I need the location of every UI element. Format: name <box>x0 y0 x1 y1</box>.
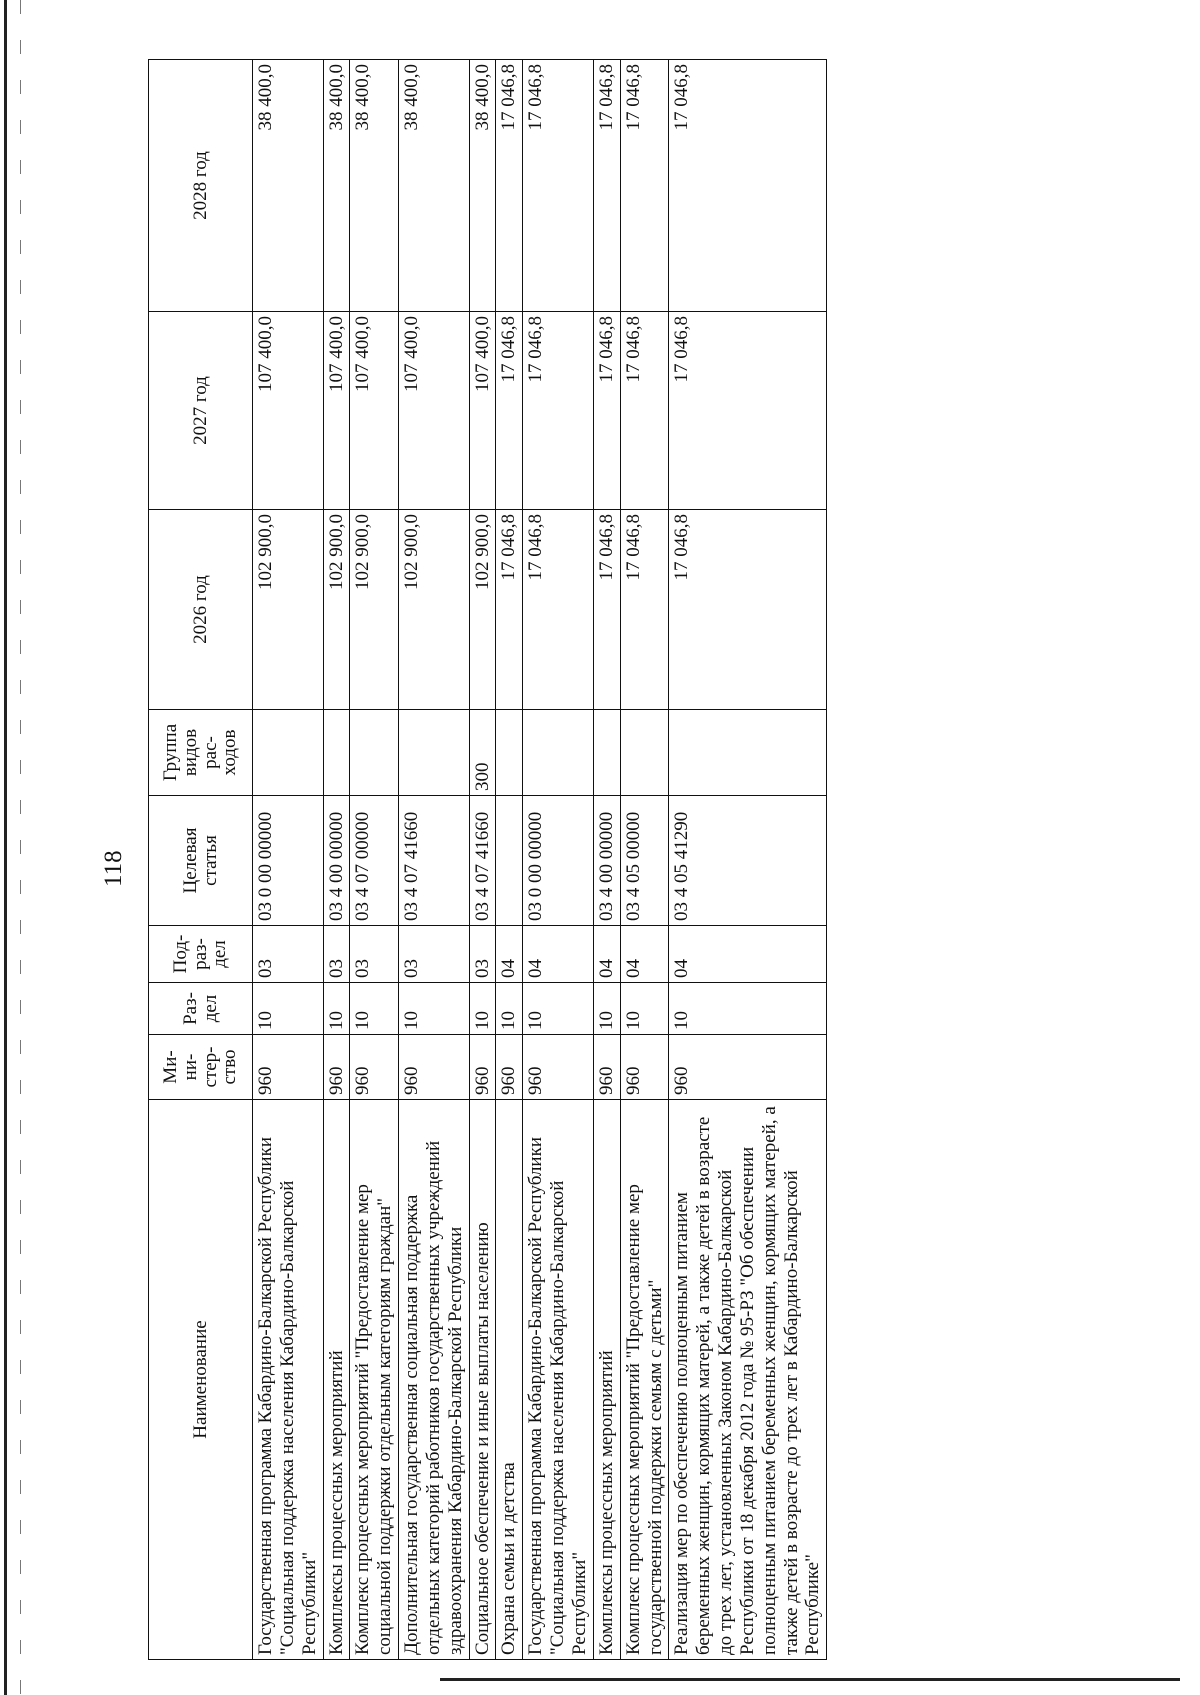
cell-group <box>620 710 669 796</box>
table-row <box>523 60 594 1660</box>
cell-y2027: 107 400,0 <box>253 312 324 510</box>
table-header <box>149 60 253 1660</box>
cell-subsection: 03 <box>323 926 350 983</box>
table-row <box>669 60 827 1660</box>
budget-table <box>148 59 827 1660</box>
cell-y2027: 17 046,8 <box>620 312 669 510</box>
cell-section: 10 <box>399 983 470 1035</box>
cell-y2026: 102 900,0 <box>469 510 496 710</box>
cell-group: 300 <box>469 710 496 796</box>
cell-name: Государственная программа Кабардино-Балкарской Республики "Социальная поддержка населения Кабардино-Балкарской Республики" <box>253 1100 324 1660</box>
cell-y2027: 17 046,8 <box>593 312 620 510</box>
cell-y2028: 17 046,8 <box>620 60 669 312</box>
cell-y2028: 17 046,8 <box>593 60 620 312</box>
cell-ministry: 960 <box>399 1035 470 1100</box>
cell-subsection: 03 <box>350 926 399 983</box>
cell-subsection: 03 <box>469 926 496 983</box>
cell-target: 03 4 05 41290 <box>669 796 827 926</box>
table-row <box>593 60 620 1660</box>
cell-group <box>350 710 399 796</box>
cell-section: 10 <box>323 983 350 1035</box>
cell-target: 03 0 00 00000 <box>253 796 324 926</box>
cell-section: 10 <box>350 983 399 1035</box>
cell-ministry: 960 <box>669 1035 827 1100</box>
cell-y2028: 38 400,0 <box>350 60 399 312</box>
cell-section: 10 <box>669 983 827 1035</box>
cell-ministry: 960 <box>350 1035 399 1100</box>
table-row <box>253 60 324 1660</box>
cell-y2026: 102 900,0 <box>350 510 399 710</box>
table-row <box>323 60 350 1660</box>
table-row <box>350 60 399 1660</box>
table-row <box>399 60 470 1660</box>
header-2026: 2026 год <box>149 510 253 710</box>
header-2027: 2027 год <box>149 312 253 510</box>
cell-y2028: 38 400,0 <box>399 60 470 312</box>
cell-group <box>253 710 324 796</box>
cell-section: 10 <box>469 983 496 1035</box>
cell-y2028: 17 046,8 <box>669 60 827 312</box>
cell-y2028: 17 046,8 <box>523 60 594 312</box>
cell-y2026: 102 900,0 <box>253 510 324 710</box>
table-row <box>496 60 523 1660</box>
cell-subsection: 04 <box>496 926 523 983</box>
cell-y2028: 17 046,8 <box>496 60 523 312</box>
cell-y2028: 38 400,0 <box>323 60 350 312</box>
cell-ministry: 960 <box>620 1035 669 1100</box>
cell-subsection: 03 <box>253 926 324 983</box>
cell-name: Комплекс процессных мероприятий "Предоставление мер государственной поддержки семьям с детьми" <box>620 1100 669 1660</box>
cell-y2027: 17 046,8 <box>669 312 827 510</box>
cell-section: 10 <box>496 983 523 1035</box>
table-row <box>469 60 496 1660</box>
cell-y2028: 38 400,0 <box>469 60 496 312</box>
header-section: Раз-дел <box>149 983 253 1035</box>
cell-name: Комплексы процессных мероприятий <box>323 1100 350 1660</box>
cell-group <box>323 710 350 796</box>
header-expense-group: Группа видов рас-ходов <box>149 710 253 796</box>
cell-y2027: 17 046,8 <box>496 312 523 510</box>
cell-y2027: 17 046,8 <box>523 312 594 510</box>
cell-target: 03 4 00 00000 <box>323 796 350 926</box>
cell-subsection: 03 <box>399 926 470 983</box>
cell-ministry: 960 <box>593 1035 620 1100</box>
cell-y2026: 17 046,8 <box>669 510 827 710</box>
cell-subsection: 04 <box>523 926 594 983</box>
cell-group <box>399 710 470 796</box>
cell-group <box>523 710 594 796</box>
cell-subsection: 04 <box>669 926 827 983</box>
cell-ministry: 960 <box>469 1035 496 1100</box>
header-name: Наименование <box>149 1100 253 1660</box>
page-number: 118 <box>100 850 127 887</box>
cell-group <box>496 710 523 796</box>
header-ministry: Ми-ни-стер-ство <box>149 1035 253 1100</box>
table-body <box>253 60 827 1660</box>
cell-target: 03 0 00 00000 <box>523 796 594 926</box>
cell-section: 10 <box>593 983 620 1035</box>
cell-name: Дополнительная государственная социальная поддержка отдельных категорий работников государственных учреждений здравоохранения Кабардино-Балкарской Республики <box>399 1100 470 1660</box>
cell-group <box>593 710 620 796</box>
cell-name: Социальное обеспечение и иные выплаты населению <box>469 1100 496 1660</box>
cell-target: 03 4 05 00000 <box>620 796 669 926</box>
cell-name: Комплексы процессных мероприятий <box>593 1100 620 1660</box>
cell-y2026: 102 900,0 <box>323 510 350 710</box>
cell-y2026: 17 046,8 <box>620 510 669 710</box>
cell-target: 03 4 07 00000 <box>350 796 399 926</box>
cell-name: Реализация мер по обеспечению полноценным питанием беременных женщин, кормящих матерей, а также детей в возрасте до трех лет, установленных Законом Кабардино-Балкарской Республики от 18 декабря 2012 года № 95-РЗ "Об обеспечении полноценным питанием беременных женщин, кормящих матерей, а также детей в возрасте до трех лет в Кабардино-Балкарской Республике" <box>669 1100 827 1660</box>
header-2028: 2028 год <box>149 60 253 312</box>
cell-y2027: 107 400,0 <box>399 312 470 510</box>
cell-target: 03 4 07 41660 <box>469 796 496 926</box>
cell-name: Комплекс процессных мероприятий "Предоставление мер социальной поддержки отдельным категориям граждан" <box>350 1100 399 1660</box>
header-target: Целевая статья <box>149 796 253 926</box>
cell-section: 10 <box>253 983 324 1035</box>
cell-subsection: 04 <box>593 926 620 983</box>
cell-ministry: 960 <box>253 1035 324 1100</box>
cell-name: Государственная программа Кабардино-Балкарской Республики "Социальная поддержка населения Кабардино-Балкарской Республики" <box>523 1100 594 1660</box>
cell-name: Охрана семьи и детства <box>496 1100 523 1660</box>
cell-ministry: 960 <box>523 1035 594 1100</box>
header-subsection: Под-раз-дел <box>149 926 253 983</box>
cell-subsection: 04 <box>620 926 669 983</box>
cell-target: 03 4 00 00000 <box>593 796 620 926</box>
cell-group <box>669 710 827 796</box>
cell-y2027: 107 400,0 <box>350 312 399 510</box>
cell-y2026: 17 046,8 <box>523 510 594 710</box>
cell-target: 03 4 07 41660 <box>399 796 470 926</box>
cell-target <box>496 796 523 926</box>
cell-ministry: 960 <box>323 1035 350 1100</box>
cell-y2027: 107 400,0 <box>323 312 350 510</box>
cell-y2026: 102 900,0 <box>399 510 470 710</box>
cell-y2027: 107 400,0 <box>469 312 496 510</box>
cell-ministry: 960 <box>496 1035 523 1100</box>
cell-y2026: 17 046,8 <box>496 510 523 710</box>
cell-section: 10 <box>620 983 669 1035</box>
cell-y2028: 38 400,0 <box>253 60 324 312</box>
cell-y2026: 17 046,8 <box>593 510 620 710</box>
table-row <box>620 60 669 1660</box>
cell-section: 10 <box>523 983 594 1035</box>
